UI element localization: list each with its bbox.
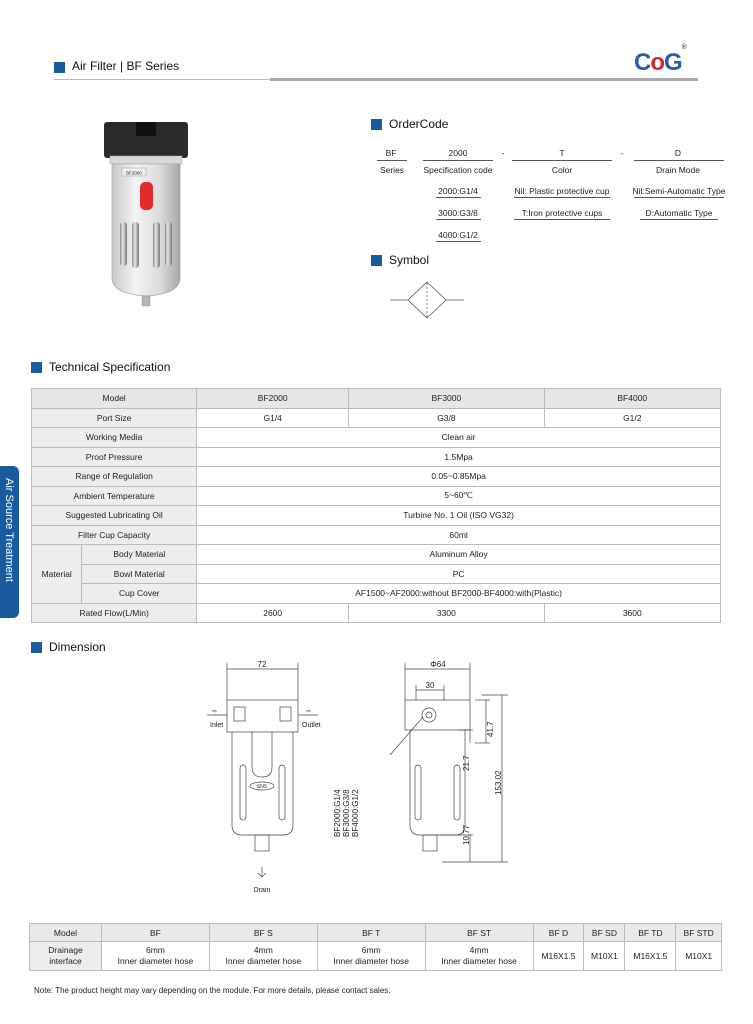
model-cell: BF2000 — [197, 389, 349, 409]
code-underline — [377, 160, 407, 161]
port-size-cell: G1/2 — [544, 408, 720, 428]
footnote: Note: The product height may vary depending on the module. For more details, please contact sales. — [34, 986, 391, 995]
color-option: T:Iron protective cups — [521, 208, 603, 218]
table-row — [32, 389, 721, 409]
brand-logo — [634, 44, 686, 77]
code-dash-1: - — [501, 148, 505, 158]
code-drain: D — [674, 148, 682, 158]
product-label: BF2000 — [126, 170, 142, 176]
dim-port-width: 30 — [425, 681, 435, 690]
spec-option: 2000:G1/4 — [438, 186, 478, 196]
drainage-cell: 4mm Inner diameter hose — [209, 942, 317, 971]
material-label: Material — [32, 545, 82, 604]
caption-series: Series — [379, 165, 405, 175]
drain-option: D:Automatic Type — [645, 208, 713, 218]
model-cell: BF4000 — [544, 389, 720, 409]
tech-spec-table — [31, 388, 721, 623]
code-underline — [512, 160, 612, 161]
dim-sns: SNS — [256, 784, 268, 790]
filter-symbol-icon — [390, 280, 464, 320]
ambient-label: Ambient Temperature — [32, 486, 197, 506]
dim-model-cell: BF — [102, 924, 210, 942]
oil-value: Turbine No. 1 Oil (ISO VG32) — [197, 506, 721, 526]
port-size-cell: G3/8 — [349, 408, 544, 428]
code-underline — [634, 160, 724, 161]
code-spec: 2000 — [448, 148, 468, 158]
working-media-value: Clean air — [197, 428, 721, 448]
caption-color: Color — [551, 165, 573, 175]
dim-model-cell: BF SD — [584, 924, 625, 942]
code-series: BF — [385, 148, 397, 158]
drainage-cell: M10X1 — [584, 942, 625, 971]
cup-capacity-label: Filter Cup Capacity — [32, 525, 197, 545]
dim-model-cell: BF T — [317, 924, 425, 942]
table-row — [32, 428, 721, 448]
drainage-cell: M16X1.5 — [625, 942, 676, 971]
table-row — [32, 545, 721, 565]
option-underline — [436, 219, 481, 220]
dim-outlet: Outlet — [302, 722, 321, 729]
rated-flow-cell: 2600 — [197, 603, 349, 623]
table-row — [30, 942, 722, 971]
option-underline — [634, 197, 724, 198]
proof-pressure-label: Proof Pressure — [32, 447, 197, 467]
option-underline — [436, 197, 481, 198]
body-material-label: Body Material — [82, 545, 197, 565]
drainage-label: Drainage interface — [30, 942, 102, 971]
category-side-tab — [0, 466, 19, 618]
dim-model-cell: BF TD — [625, 924, 676, 942]
drainage-cell: 6mm Inner diameter hose — [317, 942, 425, 971]
rated-flow-label: Rated Flow(L/Min) — [32, 603, 197, 623]
drainage-table — [29, 923, 722, 971]
drainage-cell: M16X1.5 — [533, 942, 584, 971]
symbol-marker — [371, 255, 382, 266]
model-cell: BF3000 — [349, 389, 544, 409]
inlet-arrow-icon: ⇨ — [212, 709, 218, 715]
table-row — [32, 486, 721, 506]
spec-option: 3000:G3/8 — [438, 208, 478, 218]
dim-width: 72 — [257, 660, 267, 669]
caption-drain: Drain Mode — [656, 165, 700, 175]
dim-diameter: Φ64 — [430, 660, 446, 669]
symbol-heading: Symbol — [371, 253, 429, 267]
dim-drain: Drain — [253, 887, 271, 894]
table-row — [32, 467, 721, 487]
port-size-cell: G1/4 — [197, 408, 349, 428]
ambient-value: 5~60℃ — [197, 486, 721, 506]
code-underline — [423, 160, 493, 161]
oil-label: Suggested Lubricating Oil — [32, 506, 197, 526]
caption-spec: Specification code — [423, 165, 493, 175]
table-row — [32, 447, 721, 467]
cup-capacity-value: 60ml — [197, 525, 721, 545]
table-row — [32, 584, 721, 604]
option-underline — [514, 219, 610, 220]
table-row — [32, 603, 721, 623]
dim-port-label: BF2000:G1/4 — [333, 789, 342, 837]
table-row — [32, 408, 721, 428]
option-underline — [514, 197, 610, 198]
dimension-heading: Dimension — [31, 640, 106, 654]
dim-bottom: 10.77 — [462, 824, 471, 845]
cup-cover-value: AF1500~AF2000:without BF2000-BF4000:with(Plastic) — [197, 584, 721, 604]
page-title: Air Filter | BF Series — [72, 59, 180, 73]
header-marker — [54, 62, 65, 73]
header-divider-accent — [270, 78, 698, 81]
logo-letter-left: C — [634, 49, 651, 76]
drainage-cell: 6mm Inner diameter hose — [102, 942, 210, 971]
cup-cover-label: Cup Cover — [82, 584, 197, 604]
drain-option: Nil:Semi-Automatic Type — [632, 186, 726, 196]
code-color: T — [559, 148, 565, 158]
tech-spec-marker — [31, 362, 42, 373]
dim-h1: 41.7 — [486, 721, 495, 737]
dim-model-cell: BF STD — [676, 924, 722, 942]
dimension-marker — [31, 642, 42, 653]
working-media-label: Working Media — [32, 428, 197, 448]
logo-letter-right: G — [664, 49, 682, 76]
dim-model-cell: BF S — [209, 924, 317, 942]
option-underline — [640, 219, 718, 220]
port-size-label: Port Size — [32, 408, 197, 428]
drainage-cell: M10X1 — [676, 942, 722, 971]
dim-model-cell: BF ST — [425, 924, 533, 942]
color-option: Nil: Plastic protective cup — [514, 186, 610, 196]
outlet-arrow-icon: ⇨ — [306, 709, 312, 715]
regulation-value: 0.05~0.85Mpa — [197, 467, 721, 487]
table-row — [32, 525, 721, 545]
code-dash-2: - — [620, 148, 624, 158]
option-underline — [436, 241, 481, 242]
tech-spec-heading: Technical Specification — [31, 360, 170, 374]
table-row — [32, 564, 721, 584]
proof-pressure-value: 1.5Mpa — [197, 447, 721, 467]
dim-h2: 21.7 — [462, 755, 471, 771]
model-label: Model — [32, 389, 197, 409]
drainage-cell: 4mm Inner diameter hose — [425, 942, 533, 971]
table-row — [30, 924, 722, 942]
dim-port-label: BF4000:G1/2 — [351, 789, 360, 837]
spec-option: 4000:G1/2 — [438, 230, 478, 240]
dim-model-cell: BF D — [533, 924, 584, 942]
logo-registered: ® — [681, 44, 686, 51]
dim-model-label: Model — [30, 924, 102, 942]
rated-flow-cell: 3600 — [544, 603, 720, 623]
dim-inlet: Inlet — [210, 722, 224, 729]
bowl-material-label: Bowl Material — [82, 564, 197, 584]
side-tab-label: Air Source Treatment — [3, 478, 15, 582]
dim-total-height: 153.02 — [494, 770, 503, 795]
bowl-material-value: PC — [197, 564, 721, 584]
regulation-label: Range of Regulation — [32, 467, 197, 487]
product-image — [96, 118, 196, 314]
ordercode-heading: OrderCode — [371, 117, 448, 131]
dimension-drawing — [190, 655, 540, 900]
ordercode-marker — [371, 119, 382, 130]
rated-flow-cell: 3300 — [349, 603, 544, 623]
table-row — [32, 506, 721, 526]
body-material-value: Aluminum Alloy — [197, 545, 721, 565]
dim-port-label: BF3000:G3/8 — [342, 789, 351, 837]
logo-letter-mid: o — [650, 49, 665, 76]
